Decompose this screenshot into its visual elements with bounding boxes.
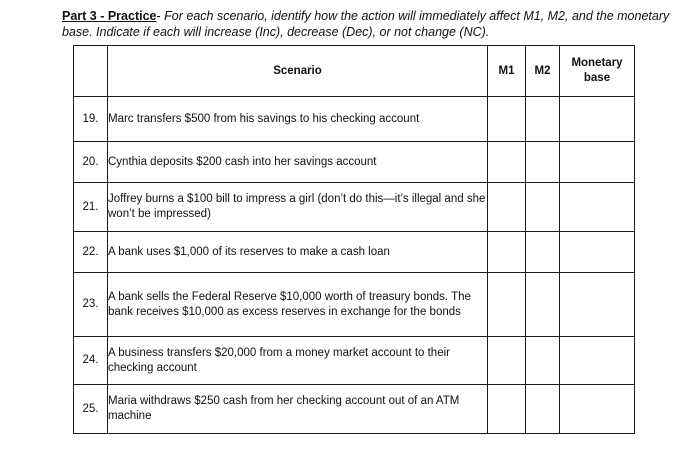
- part-separator: -: [156, 9, 165, 23]
- row-number: 21.: [74, 183, 108, 232]
- scenario-text: Joffrey burns a $100 bill to impress a girl (don’t do this—it’s illegal and she won’t be impressed): [108, 183, 488, 232]
- row-number: 25.: [74, 385, 108, 434]
- scenario-text: A bank sells the Federal Reserve $10,000 worth of treasury bonds. The bank receives $10,000 as excess reserves in exchange for the bonds: [108, 273, 488, 337]
- scenario-header: Scenario: [108, 46, 488, 97]
- m1-answer-cell[interactable]: [488, 183, 526, 232]
- monetary-base-answer-cell[interactable]: [560, 337, 635, 385]
- row-number: 22.: [74, 232, 108, 273]
- scenario-text: A bank uses $1,000 of its reserves to make a cash loan: [108, 232, 488, 273]
- m1-answer-cell[interactable]: [488, 142, 526, 183]
- part-label: Part 3 - Practice: [62, 9, 157, 23]
- table-row: [74, 142, 635, 183]
- table-row: [74, 183, 635, 232]
- row-number: 19.: [74, 97, 108, 142]
- m1-answer-cell[interactable]: [488, 97, 526, 142]
- m1-answer-cell[interactable]: [488, 273, 526, 337]
- m1-answer-cell[interactable]: [488, 232, 526, 273]
- scenario-text: A business transfers $20,000 from a money market account to their checking account: [108, 337, 488, 385]
- monetary-base-answer-cell[interactable]: [560, 97, 635, 142]
- row-number: 20.: [74, 142, 108, 183]
- header-row: [74, 46, 635, 97]
- monetary-base-answer-cell[interactable]: [560, 232, 635, 273]
- m1-answer-cell[interactable]: [488, 337, 526, 385]
- table-row: [74, 97, 635, 142]
- monetary-base-answer-cell[interactable]: [560, 273, 635, 337]
- table-row: [74, 232, 635, 273]
- number-header: [74, 46, 108, 97]
- scenario-text: Marc transfers $500 from his savings to his checking account: [108, 97, 488, 142]
- m2-answer-cell[interactable]: [526, 142, 560, 183]
- row-number: 23.: [74, 273, 108, 337]
- monetary-base-answer-cell[interactable]: [560, 142, 635, 183]
- table-row: [74, 337, 635, 385]
- m2-answer-cell[interactable]: [526, 273, 560, 337]
- instructions-paragraph: [62, 8, 672, 40]
- table-row: [74, 273, 635, 337]
- monetary-base-header: Monetary base: [560, 46, 635, 97]
- instructions-text: For each scenario, identify how the action will immediately affect M1, M2, and the monetary base. Indicate if each will increase (Inc), decrease (Dec), or not change (NC).: [62, 9, 670, 39]
- m2-answer-cell[interactable]: [526, 337, 560, 385]
- m2-header: M2: [526, 46, 560, 97]
- scenario-text: Cynthia deposits $200 cash into her savings account: [108, 142, 488, 183]
- monetary-base-answer-cell[interactable]: [560, 385, 635, 434]
- m2-answer-cell[interactable]: [526, 97, 560, 142]
- m1-answer-cell[interactable]: [488, 385, 526, 434]
- scenario-table: [73, 45, 635, 434]
- m2-answer-cell[interactable]: [526, 385, 560, 434]
- scenario-text: Maria withdraws $250 cash from her checking account out of an ATM machine: [108, 385, 488, 434]
- m2-answer-cell[interactable]: [526, 183, 560, 232]
- m1-header: M1: [488, 46, 526, 97]
- row-number: 24.: [74, 337, 108, 385]
- table-row: [74, 385, 635, 434]
- m2-answer-cell[interactable]: [526, 232, 560, 273]
- monetary-base-answer-cell[interactable]: [560, 183, 635, 232]
